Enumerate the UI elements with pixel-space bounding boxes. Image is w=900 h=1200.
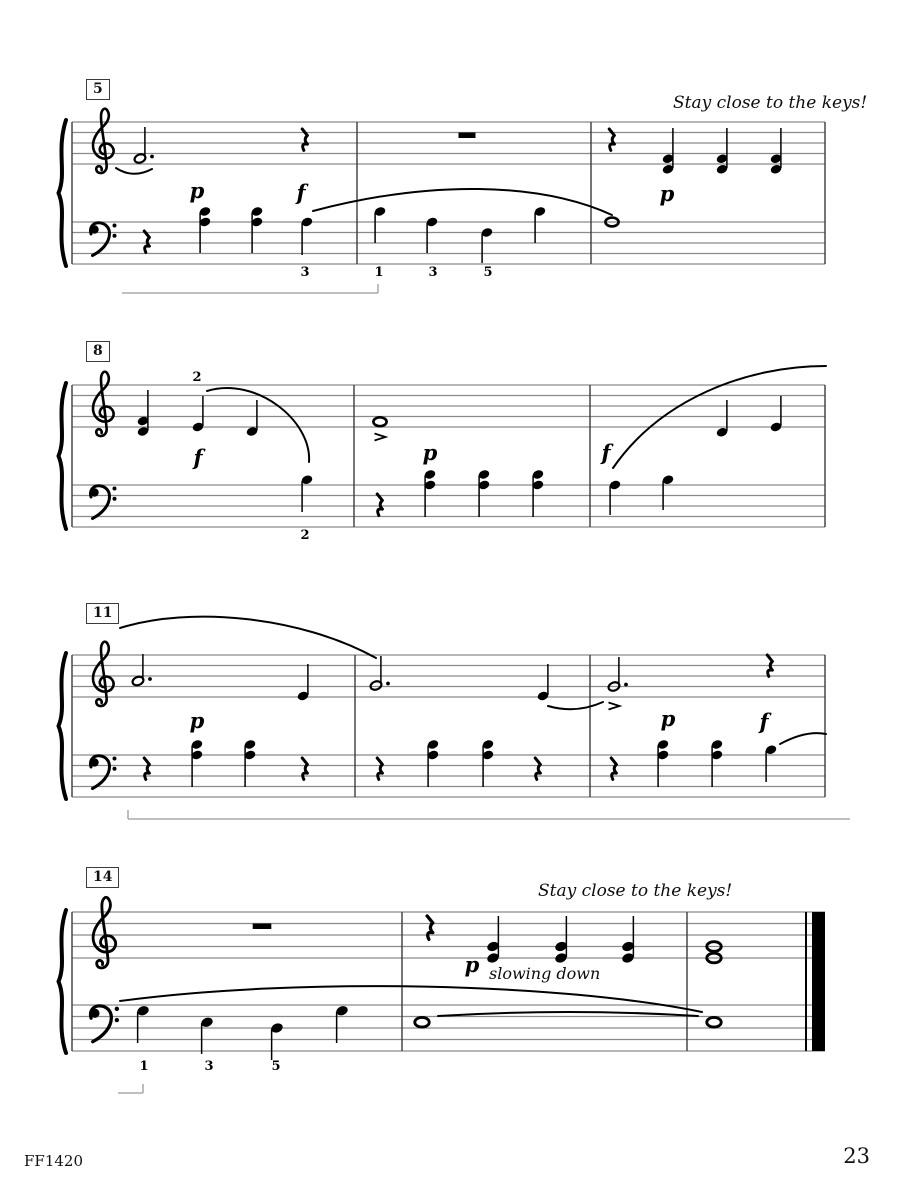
quarter-note — [297, 664, 310, 702]
chord — [532, 469, 545, 517]
chord — [244, 739, 257, 787]
brace — [59, 910, 67, 1053]
chord — [137, 390, 150, 437]
bass-clef-icon — [90, 1006, 119, 1042]
quarter-note — [335, 1005, 349, 1043]
quarter-note — [301, 216, 314, 255]
measure-number-box — [86, 603, 119, 624]
dynamic-marking: p — [422, 440, 438, 465]
treble-clef-stem — [96, 109, 107, 173]
quarter-note — [136, 1005, 150, 1043]
dynamic-marking: f — [193, 445, 203, 470]
quarter-note — [426, 216, 439, 253]
quarter-note — [481, 227, 494, 263]
finger-number: 3 — [204, 1059, 214, 1074]
augmentation-dot — [148, 677, 152, 681]
whole-note-chord — [707, 942, 721, 963]
measure-number: 5 — [93, 81, 103, 97]
performance-note: Stay close to the keys! — [538, 881, 733, 901]
chord — [191, 739, 204, 787]
quarter-note — [192, 396, 205, 433]
performance-note: Stay close to the keys! — [673, 93, 868, 113]
whole-note — [707, 1017, 721, 1027]
accent-icon — [609, 703, 620, 710]
dynamic-marking: f — [601, 440, 611, 465]
bass-clef-dot — [113, 487, 117, 491]
dynamic-marking: f — [759, 709, 769, 734]
finger-number: 3 — [300, 265, 310, 280]
tempo-text: slowing down — [489, 964, 601, 983]
chord — [716, 128, 729, 175]
quarter-rest-icon — [427, 916, 433, 939]
dynamic-marking: p — [464, 952, 480, 977]
finger-number: 1 — [374, 265, 384, 280]
measure-number-box — [86, 867, 119, 888]
bass-clef-icon — [90, 486, 116, 519]
dynamic-marking: p — [189, 708, 205, 733]
music-system — [59, 366, 827, 543]
quarter-rest-icon — [302, 129, 307, 150]
bass-clef-icon — [90, 756, 116, 789]
slur — [438, 1012, 698, 1016]
position-bracket — [122, 284, 378, 293]
accent-icon — [375, 434, 386, 441]
chord — [199, 206, 212, 253]
bass-clef-dot — [113, 757, 117, 761]
slur — [120, 617, 376, 658]
quarter-rest-icon — [609, 129, 614, 150]
whole-notehead — [373, 417, 386, 426]
augmentation-dot — [624, 683, 628, 687]
measure-number: 11 — [93, 605, 113, 621]
music-system — [59, 617, 851, 819]
brace — [59, 653, 67, 799]
measure-number: 14 — [93, 869, 113, 885]
whole-notehead — [415, 1017, 429, 1027]
augmentation-dot — [386, 682, 390, 686]
finger-number: 1 — [139, 1059, 149, 1074]
treble-clef-stem — [96, 372, 107, 436]
measure-number-box — [86, 341, 110, 362]
augmentation-dot — [150, 155, 154, 159]
chord — [770, 128, 783, 175]
chord — [711, 739, 724, 787]
bass-clef-dot — [113, 767, 117, 771]
quarter-note — [374, 206, 387, 243]
bass-clef-dot — [115, 1018, 119, 1022]
whole-note — [373, 417, 386, 426]
quarter-note — [534, 206, 547, 243]
treble-clef-icon — [93, 372, 114, 436]
brace — [59, 120, 67, 266]
dynamic-marking: p — [660, 706, 676, 731]
whole-rest-icon — [459, 133, 476, 139]
chord — [251, 206, 264, 253]
quarter-rest-icon — [377, 494, 382, 515]
slur — [207, 388, 309, 462]
slur — [780, 733, 826, 744]
measure-number-box — [86, 79, 110, 100]
page-number: 23 — [843, 1144, 870, 1168]
catalog-number: FF1420 — [24, 1152, 83, 1170]
chord — [424, 469, 437, 517]
music-system — [59, 109, 826, 293]
position-bracket — [128, 810, 850, 819]
finger-number: 5 — [483, 265, 493, 280]
bass-clef-dot — [113, 234, 117, 238]
treble-clef-icon — [93, 642, 114, 706]
treble-clef-stem — [97, 897, 109, 968]
quarter-note — [662, 474, 675, 510]
finger-number: 2 — [192, 370, 202, 385]
quarter-note — [770, 396, 783, 433]
dynamic-marking: p — [189, 178, 205, 203]
chord — [482, 739, 495, 787]
quarter-note — [200, 1016, 214, 1054]
half-note — [131, 654, 152, 687]
finger-number: 2 — [300, 528, 310, 543]
quarter-note — [537, 664, 550, 702]
final-barline-thick — [812, 912, 825, 1051]
slur — [116, 168, 152, 174]
dynamic-marking: f — [296, 180, 306, 205]
whole-notehead — [707, 1017, 721, 1027]
treble-clef-icon — [93, 897, 116, 968]
bass-clef-dot — [113, 497, 117, 501]
slur — [313, 189, 612, 215]
quarter-rest-icon — [144, 231, 149, 252]
quarter-note — [270, 1022, 284, 1060]
treble-clef-stem — [96, 642, 107, 706]
dynamic-marking: p — [659, 181, 675, 206]
quarter-note — [609, 479, 622, 515]
chord — [427, 739, 440, 787]
bass-clef-icon — [90, 223, 116, 256]
finger-number: 5 — [271, 1059, 281, 1074]
bass-clef-dot — [113, 224, 117, 228]
whole-rest-icon — [253, 924, 272, 930]
slur — [548, 702, 603, 709]
treble-clef-icon — [93, 109, 114, 173]
whole-note — [415, 1017, 429, 1027]
chord — [478, 469, 491, 517]
music-system — [59, 897, 826, 1093]
measure-number: 8 — [93, 343, 103, 359]
bass-clef-dot — [115, 1007, 119, 1011]
chord — [657, 739, 670, 787]
finger-number: 3 — [428, 265, 438, 280]
brace — [59, 383, 67, 529]
position-bracket — [118, 1084, 143, 1093]
slur — [120, 986, 702, 1012]
chord — [662, 128, 675, 175]
